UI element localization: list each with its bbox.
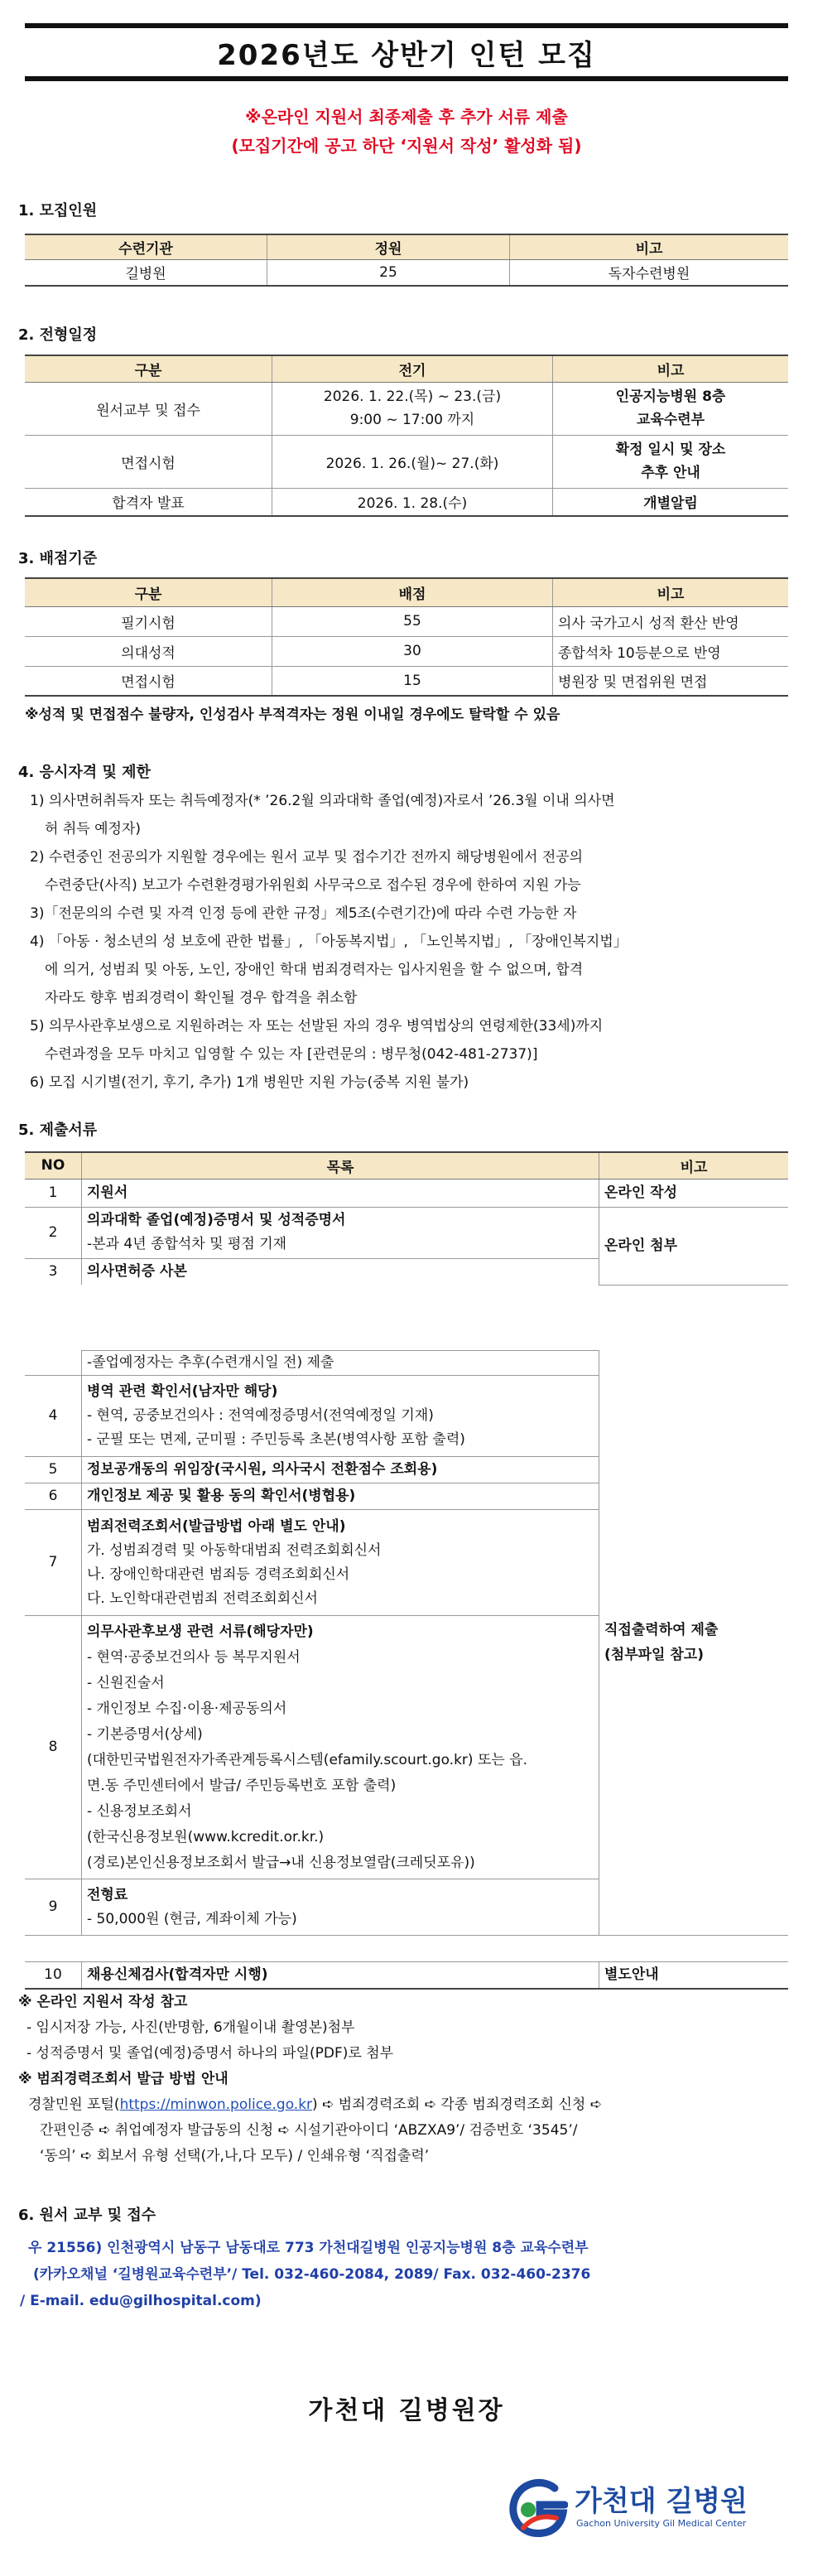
- table-row: [25, 435, 788, 488]
- documents-table-bottom: [25, 1350, 788, 1936]
- police-portal-link[interactable]: https://minwon.police.go.kr: [119, 2096, 313, 2113]
- table-row: [25, 606, 788, 636]
- gil-logo-icon: [507, 2477, 568, 2540]
- item-title: 범죄전력조회서(발급방법 아래 별도 안내): [87, 1517, 346, 1535]
- address-line: 우 21556) 인천광역시 남동구 남동대로 773 가천대길병원 인공지능병원 8층 교육수련부: [28, 2240, 589, 2256]
- cell: 온라인 작성: [599, 1179, 789, 1207]
- item-sub: 다. 노인학대관련범죄 전력조회회신서: [87, 1589, 318, 1607]
- cell: 의사면허증 사본: [82, 1258, 599, 1285]
- col-header: 목록: [82, 1152, 599, 1179]
- col-header: 구분: [25, 578, 272, 606]
- table-row: [25, 1351, 788, 1376]
- date-line: 9:00 ~ 17:00 까지: [349, 412, 475, 428]
- merged-note: (첨부파일 참고): [604, 1647, 704, 1664]
- date-line: 2026. 1. 22.(목) ~ 23.(금): [323, 388, 502, 405]
- contact-line: (카카오채널 ‘길병원교육수련부’/ Tel. 032-460-2084, 2089/ Fax. 032-460-2376: [33, 2266, 591, 2283]
- item-sub: -본과 4년 종합석차 및 평점 기재: [87, 1236, 287, 1252]
- cell: 의대성적: [25, 636, 272, 666]
- signature: 가천대 길병원장: [308, 2396, 505, 2425]
- col-header: 비고: [510, 234, 789, 259]
- cell: 55: [272, 606, 553, 636]
- cell: [82, 1376, 599, 1457]
- cell: 종합석차 10등분으로 반영: [553, 636, 789, 666]
- table-row: [25, 488, 788, 516]
- ref-line: [18, 2092, 796, 2118]
- cell: 2026. 1. 28.(수): [272, 488, 553, 516]
- cell: 채용신체검사(합격자만 시행): [82, 1962, 599, 1989]
- merged-note: 직접출력하여 제출: [604, 1622, 719, 1639]
- item-sub: - 개인정보 수집·이용·제공동의서: [87, 1700, 287, 1717]
- item-sub: - 현역, 공중보건의사 : 전역예정증명서(전역예정일 기재): [87, 1407, 434, 1424]
- cell: 면접시험: [25, 435, 272, 488]
- qual-line: 자라도 향후 범죄경력이 확인될 경우 합격을 취소함: [45, 990, 358, 1006]
- cell: 개인정보 제공 및 활용 동의 확인서(병협용): [82, 1483, 599, 1510]
- cell: 10: [25, 1962, 82, 1989]
- item-sub: (대한민국법원전자가족관계등록시스템(efamily.scourt.go.kr) 또는 읍.: [87, 1751, 528, 1768]
- contact-block: [20, 2235, 591, 2314]
- cell: [599, 1351, 789, 1936]
- col-header: 비고: [553, 578, 789, 606]
- table-row: [25, 1207, 788, 1258]
- cell: [272, 382, 553, 435]
- cell: [553, 435, 789, 488]
- cell: [82, 1879, 599, 1936]
- qual-line: 6) 모집 시기별(전기, 후기, 추가) 1개 병원만 지원 가능(중복 지원 불가): [30, 1074, 469, 1091]
- documents-table-top: [25, 1151, 788, 1286]
- ref-line: ‘동의’ ➪ 회보서 유형 선택(가,나,다 모두) / 인쇄유형 ‘직접출력’: [40, 2148, 430, 2164]
- ref-line: 간편인증 ➪ 취업예정자 발급동의 신청 ➪ 시설기관아이디 ‘ABZXA9’/ 검증번호 ‘3545’/: [40, 2122, 578, 2139]
- notice-line-1: ※온라인 지원서 최종제출 후 추가 서류 제출: [245, 107, 568, 127]
- qual-line: 수련과정을 모두 마치고 입영할 수 있는 자 [관련문의 : 병무청(042-481-2737)]: [45, 1046, 538, 1063]
- logo-text: 가천대 길병원: [575, 2485, 748, 2518]
- qual-line: 4) 「아동 · 청소년의 성 보호에 관한 법률」, 「아동복지법」, 「노인복지법」, 「장애인복지법」: [30, 933, 628, 950]
- cell: 3: [25, 1258, 82, 1285]
- cell: [553, 382, 789, 435]
- section-6-heading: 6. 원서 교부 및 접수: [18, 2207, 156, 2224]
- qual-line: 수련중단(사직) 보고가 수련환경평가위원회 사무국으로 접수된 경우에 한하여 지원 가능: [45, 877, 581, 894]
- table-row: [25, 259, 788, 286]
- item-sub: - 신용정보조회서: [87, 1802, 192, 1820]
- cell: 개별알림: [553, 488, 789, 516]
- qual-line: 5) 의무사관후보생으로 지원하려는 자 또는 선발된 자의 경우 병역법상의 연령제한(33세)까지: [30, 1018, 604, 1035]
- cell: 정보공개동의 위임장(국시원, 의사국시 전환점수 조회용): [82, 1457, 599, 1483]
- cell: 1: [25, 1179, 82, 1207]
- cell: 8: [25, 1616, 82, 1879]
- cell: 4: [25, 1376, 82, 1457]
- qual-line: 에 의거, 성범죄 및 아동, 노인, 장애인 학대 범죄경력자는 입사지원을 할 수 없으며, 합격: [45, 962, 584, 978]
- recruit-table: [25, 234, 788, 287]
- qual-line: 허 취득 예정자): [45, 821, 141, 837]
- cell: 25: [267, 259, 510, 286]
- reference-block: [18, 1990, 796, 2169]
- cell: 병원장 및 면접위원 면접: [553, 666, 789, 696]
- ref-line: - 임시저장 가능, 사진(반명함, 6개월이내 촬영본)첨부: [26, 2019, 355, 2036]
- note-line: 인공지능병원 8층: [615, 388, 726, 405]
- col-header: 비고: [553, 355, 789, 382]
- schedule-table: [25, 355, 788, 517]
- col-header: 수련기관: [25, 234, 267, 259]
- section-4-heading: 4. 응시자격 및 제한: [18, 764, 151, 781]
- item-sub: (경로)본인신용정보조회서 발급→내 신용정보열람(크레딧포유)): [87, 1854, 475, 1871]
- qualification-list: [30, 787, 783, 1097]
- ref-heading: ※ 범죄경력조회서 발급 방법 안내: [18, 2071, 229, 2087]
- col-header: 정원: [267, 234, 510, 259]
- cell: [25, 1351, 82, 1376]
- section-3-heading: 3. 배점기준: [18, 550, 98, 567]
- cell: 지원서: [82, 1179, 599, 1207]
- documents-table-last: [25, 1961, 788, 1990]
- cell: -졸업예정자는 추후(수련개시일 전) 제출: [82, 1351, 599, 1376]
- note-line: 확정 일시 및 장소: [615, 441, 726, 458]
- col-header: 구분: [25, 355, 272, 382]
- ref-text: 경찰민원 포털(: [28, 2096, 120, 2113]
- cell: 2026. 1. 26.(월)~ 27.(화): [272, 435, 553, 488]
- cell: 5: [25, 1457, 82, 1483]
- cell: 독자수련병원: [510, 259, 789, 286]
- cell: 별도안내: [599, 1962, 789, 1989]
- cell: 9: [25, 1879, 82, 1936]
- logo-subtext: Gachon University Gil Medical Center: [576, 2518, 747, 2529]
- col-header: 전기: [272, 355, 553, 382]
- item-title: 의과대학 졸업(예정)증명서 및 성적증명서: [87, 1212, 346, 1228]
- qual-line: 3)「전문의의 수련 및 자격 인정 등에 관한 규정」제5조(수련기간)에 따라 수련 가능한 자: [30, 905, 577, 922]
- qual-line: 1) 의사면허취득자 또는 취득예정자(* ’26.2월 의과대학 졸업(예정)자로서 ’26.3월 이내 의사면: [30, 793, 615, 809]
- table-row: [25, 636, 788, 666]
- item-sub: - 50,000원 (현금, 계좌이체 가능): [87, 1910, 297, 1927]
- qual-line: 2) 수련중인 전공의가 지원할 경우에는 원서 교부 및 접수기간 전까지 해당병원에서 전공의: [30, 849, 584, 866]
- cell: [82, 1207, 599, 1258]
- email-line: / E-mail. edu@gilhospital.com): [20, 2293, 262, 2309]
- item-sub: - 기본증명서(상세): [87, 1725, 203, 1743]
- item-sub: - 신원진술서: [87, 1674, 165, 1691]
- note-line: 추후 안내: [641, 465, 700, 481]
- cell: 길병원: [25, 259, 267, 286]
- item-sub: 가. 성범죄경력 및 아동학대범죄 전력조회회신서: [87, 1541, 382, 1559]
- cell: 2: [25, 1207, 82, 1258]
- page-title: 2026년도 상반기 인턴 모집: [25, 23, 788, 81]
- section-1-heading: 1. 모집인원: [18, 202, 98, 219]
- cell: 필기시험: [25, 606, 272, 636]
- section-2-heading: 2. 전형일정: [18, 326, 98, 344]
- item-title: 의무사관후보생 관련 서류(해당자만): [87, 1623, 314, 1640]
- hospital-logo: [507, 2475, 788, 2545]
- table-row: [25, 382, 788, 435]
- table-row: [25, 1962, 788, 1989]
- ref-text: ) ➪ 범죄경력조회 ➪ 각종 범죄경력조회 신청 ➪: [312, 2096, 602, 2113]
- note-line: 교육수련부: [636, 412, 705, 428]
- section-5-heading: 5. 제출서류: [18, 1122, 98, 1139]
- cell: 15: [272, 666, 553, 696]
- item-sub: 나. 장애인학대관련 범죄등 경력조회회신서: [87, 1565, 350, 1583]
- ref-line: - 성적증명서 및 졸업(예정)증명서 하나의 파일(PDF)로 첨부: [26, 2045, 394, 2062]
- col-header: 배점: [272, 578, 553, 606]
- col-header: 비고: [599, 1152, 789, 1179]
- cell: [82, 1510, 599, 1616]
- cell: 합격자 발표: [25, 488, 272, 516]
- ref-heading: ※ 온라인 지원서 작성 참고: [18, 1994, 188, 2010]
- cell: 6: [25, 1483, 82, 1510]
- table-row: [25, 1179, 788, 1207]
- cell: 원서교부 및 접수: [25, 382, 272, 435]
- scoring-note: ※성적 및 면접점수 불량자, 인성검사 부적격자는 정원 이내일 경우에도 탈락할 수 있음: [25, 707, 560, 723]
- cell: 의사 국가고시 성적 환산 반영: [553, 606, 789, 636]
- table-row: [25, 666, 788, 696]
- cell: [82, 1616, 599, 1879]
- cell: 7: [25, 1510, 82, 1616]
- cell: 온라인 첨부: [599, 1207, 789, 1285]
- item-sub: - 현역·공중보건의사 등 복무지원서: [87, 1648, 301, 1666]
- col-header: NO: [25, 1152, 82, 1179]
- item-title: 전형료: [87, 1886, 128, 1903]
- cell: 30: [272, 636, 553, 666]
- item-title: 병역 관련 확인서(남자만 해당): [87, 1383, 278, 1400]
- scoring-table: [25, 577, 788, 697]
- cell: 면접시험: [25, 666, 272, 696]
- item-sub: (한국신용정보원(www.kcredit.or.kr.): [87, 1828, 325, 1845]
- notice-line-2: (모집기간에 공고 하단 ‘지원서 작성’ 활성화 됨): [231, 136, 582, 156]
- item-sub: - 군필 또는 면제, 군미필 : 주민등록 초본(병역사항 포함 출력): [87, 1431, 465, 1448]
- item-sub: 면.동 주민센터에서 발급/ 주민등록번호 포함 출력): [87, 1777, 397, 1794]
